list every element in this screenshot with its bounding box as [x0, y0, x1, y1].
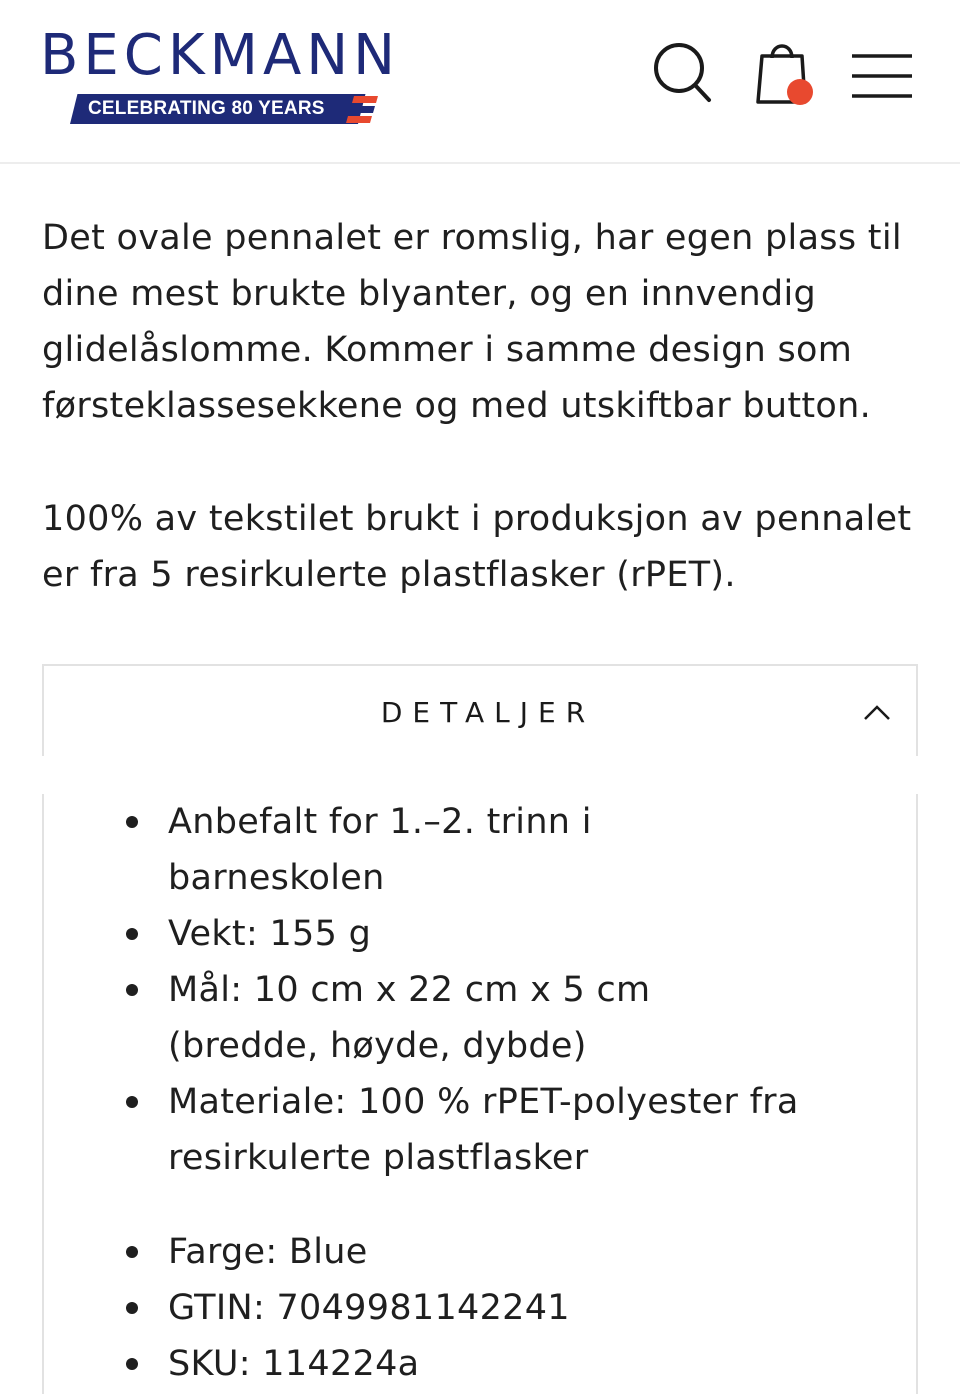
details-list — [44, 794, 920, 1392]
list-item: Mål: 10 cm x 22 cm x 5 cm (bredde, høyde, dybde) — [44, 962, 808, 1074]
product-recycling-note: 100% av tekstilet brukt i produksjon av pennalet er fra 5 resirkulerte plastflasker (rPET). — [42, 499, 912, 595]
details-title: DETALJER — [380, 696, 596, 729]
cart-badge — [787, 79, 813, 105]
hamburger-menu-icon[interactable] — [850, 52, 914, 100]
bullet — [126, 1096, 138, 1108]
bullet — [126, 1302, 138, 1314]
details-accordion — [42, 664, 918, 1384]
flag-stripes-icon — [346, 96, 378, 124]
brand-wordmark: BECKMANN — [40, 23, 401, 88]
bullet — [126, 984, 138, 996]
product-description: Det ovale pennalet er romslig, har egen plass til dine mest brukte blyanter, og en innvendig glidelåslomme. Kommer i samme design som førsteklassesekkene og med utskiftbar button. — [42, 218, 902, 426]
search-icon[interactable] — [652, 40, 712, 104]
details-accordion-body — [42, 794, 918, 1394]
list-item: Anbefalt for 1.–2. trinn i barneskolen — [44, 794, 808, 906]
site-header — [0, 0, 960, 164]
anniversary-banner — [70, 94, 358, 124]
beckmann-logo[interactable] — [40, 23, 420, 130]
anniversary-tagline: CELEBRATING 80 YEARS — [88, 98, 325, 119]
details-accordion-header[interactable] — [42, 664, 918, 756]
list-item: SKU: 114224a — [44, 1336, 808, 1392]
bullet — [126, 816, 138, 828]
list-item: Vekt: 155 g — [44, 906, 808, 962]
shopping-bag-icon[interactable] — [752, 40, 818, 110]
list-item: Materiale: 100 % rPET-polyester fra resirkulerte plastflasker — [44, 1074, 808, 1186]
list-item: Farge: Blue — [44, 1224, 808, 1280]
list-item: GTIN: 7049981142241 — [44, 1280, 808, 1336]
chevron-up-icon[interactable] — [862, 702, 892, 722]
bullet — [126, 1246, 138, 1258]
bullet — [126, 1358, 138, 1370]
bullet — [126, 928, 138, 940]
